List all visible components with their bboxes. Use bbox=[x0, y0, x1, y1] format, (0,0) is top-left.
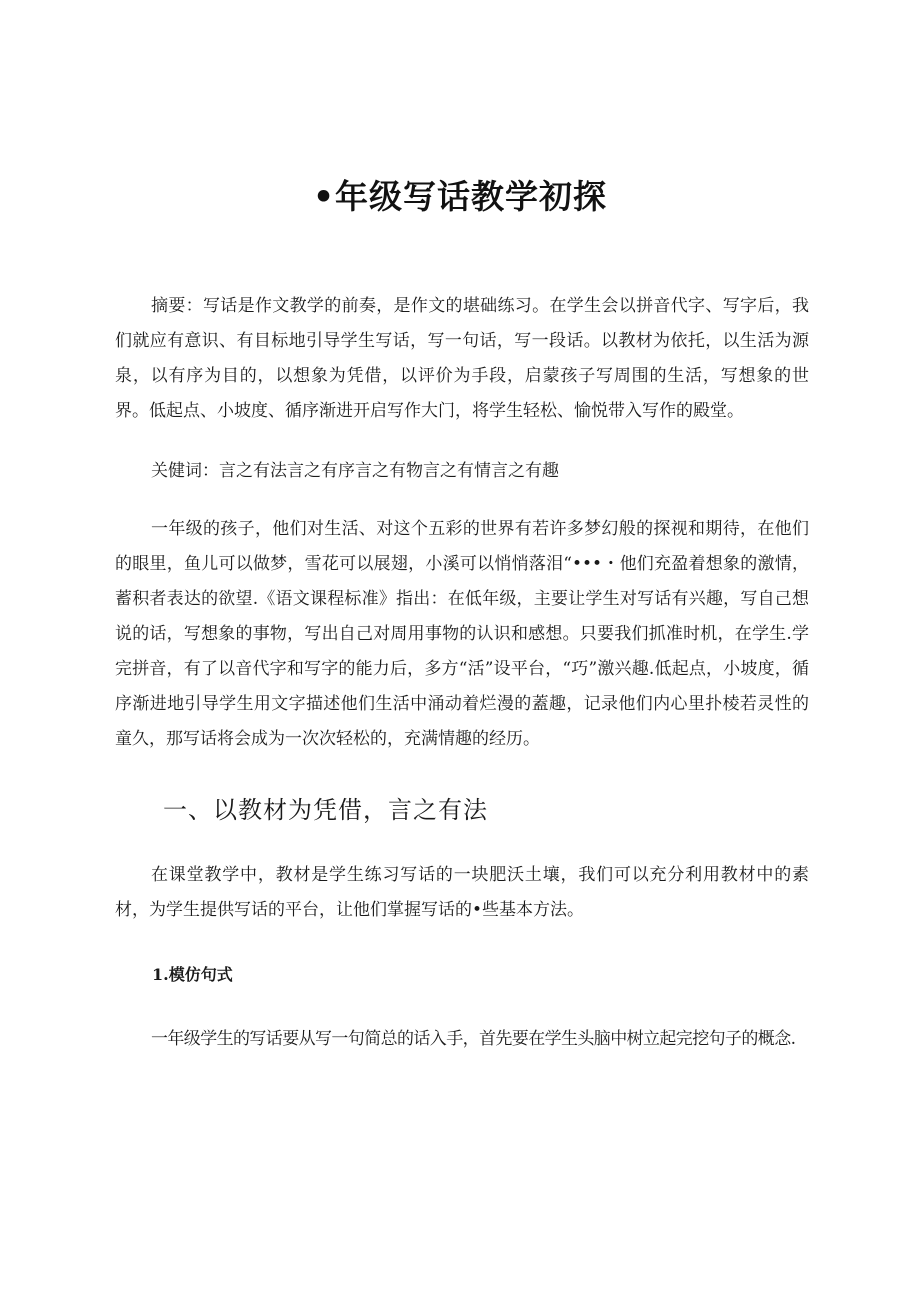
subsection-1-1-paragraph: 一年级学生的写话要从写一句简总的话入手，首先要在学生头脑中树立起完挖句子的概念. bbox=[151, 1029, 796, 1049]
abstract-paragraph: 摘要：写话是作文教学的前奏，是作文的堪础练习。在学生会以拼音代字、写字后，我们就应有意识、有目标地引导学生写话，写一句话，写一段话。以教材为依托，以生活为源泉，以有序为目的，以想象为凭借，以评价为手段，启蒙孩子写周围的生活，写想象的世界。低起点、小坡度、循序渐进开启写作大门，将学生轻松、愉悦带入写作的殿堂。 bbox=[115, 296, 809, 421]
intro-paragraph: 一年级的孩子，他们对生活、对这个五彩的世界有若许多梦幻般的探视和期待，在他们的眼里，鱼儿可以做梦，雪花可以展翅，小溪可以悄悄落泪“•••・他们充盈着想象的激情，蓄积者表达的欲望.《语文课程标准》指出：在低年级，主要让学生对写话有兴趣，写自己想说的话，写想象的事物，写出自己对周用事物的认识和感想。只要我们抓准时机，在学生.学完拼音，有了以音代字和写字的能力后，多方“活”设平台，“巧”激兴趣.低起点，小坡度，循序渐进地引导学生用文字描述他们生活中涌动着烂漫的蓋趣，记录他们内心里扑棱若灵性的童久，那写话将会成为一次次轻松的，充满情趣的经历。 bbox=[115, 519, 809, 749]
subsection-heading-1-1: 1.模仿句式 bbox=[152, 965, 233, 984]
page-title: •年级写话教学初探 bbox=[312, 177, 608, 217]
section-heading-1: 一、以教材为凭借，言之有法 bbox=[163, 796, 488, 824]
keywords-paragraph: 关健词：言之有法言之有序言之有物言之有情言之有趣 bbox=[151, 461, 559, 481]
section-1-paragraph: 在课堂教学中，教材是学生练习写话的一块肥沃土壤，我们可以充分利用教材中的素材，为学生提供写话的平台，让他们掌握写话的•些基本方法。 bbox=[115, 865, 809, 920]
